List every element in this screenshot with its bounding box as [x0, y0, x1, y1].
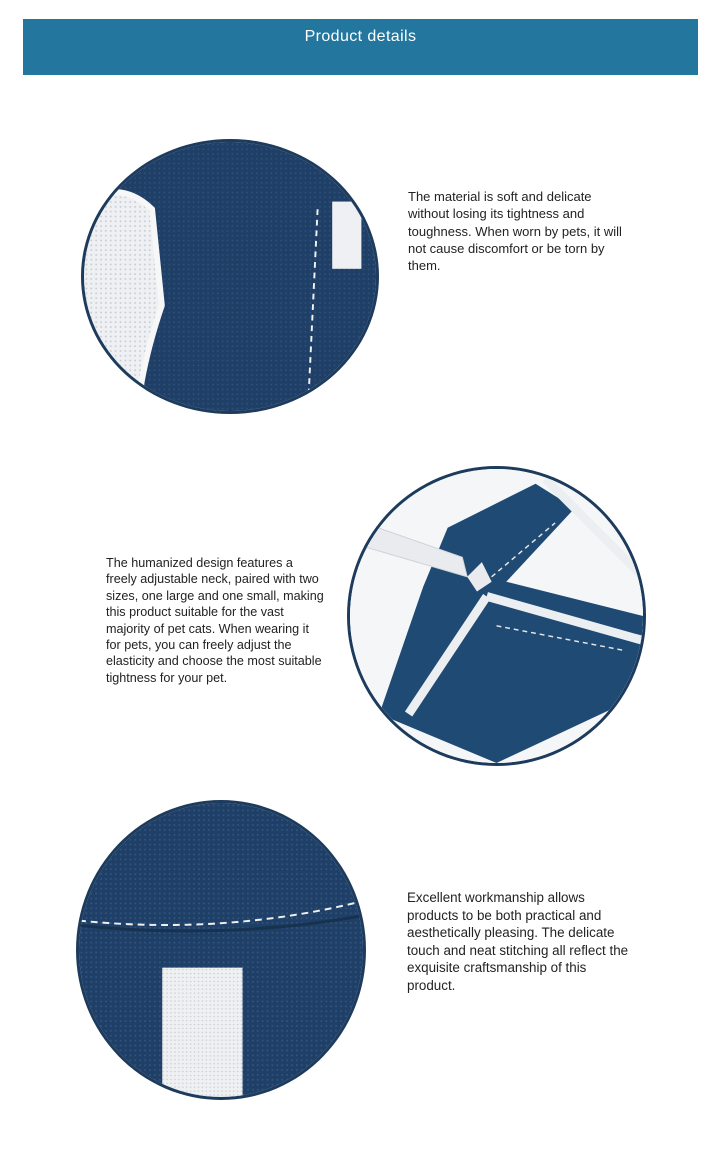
section-1-description: The material is soft and delicate without losing its tightness and toughness. When worn by pets, it will not cause discomfort or be torn by them.	[408, 189, 622, 274]
section-2-description: The humanized design features a freely adjustable neck, paired with two sizes, one large and one small, making this product suitable for the vast majority of pet cats. When wearing it for pets, you can freely adjust the elasticity and choose the most suitable tightness for your pet.	[106, 556, 324, 685]
fabric-adjustable-neck-icon	[347, 466, 646, 766]
fabric-closeup-white-trim-icon	[81, 139, 379, 414]
page-title: Product details	[304, 28, 417, 45]
page-header	[23, 19, 698, 75]
section-3-description: Excellent workmanship allows products to be both practical and aesthetically pleasing. The delicate touch and neat stitching all reflect the exquisite craftsmanship of this product.	[407, 890, 629, 993]
fabric-stitching-strap-icon	[76, 800, 366, 1100]
